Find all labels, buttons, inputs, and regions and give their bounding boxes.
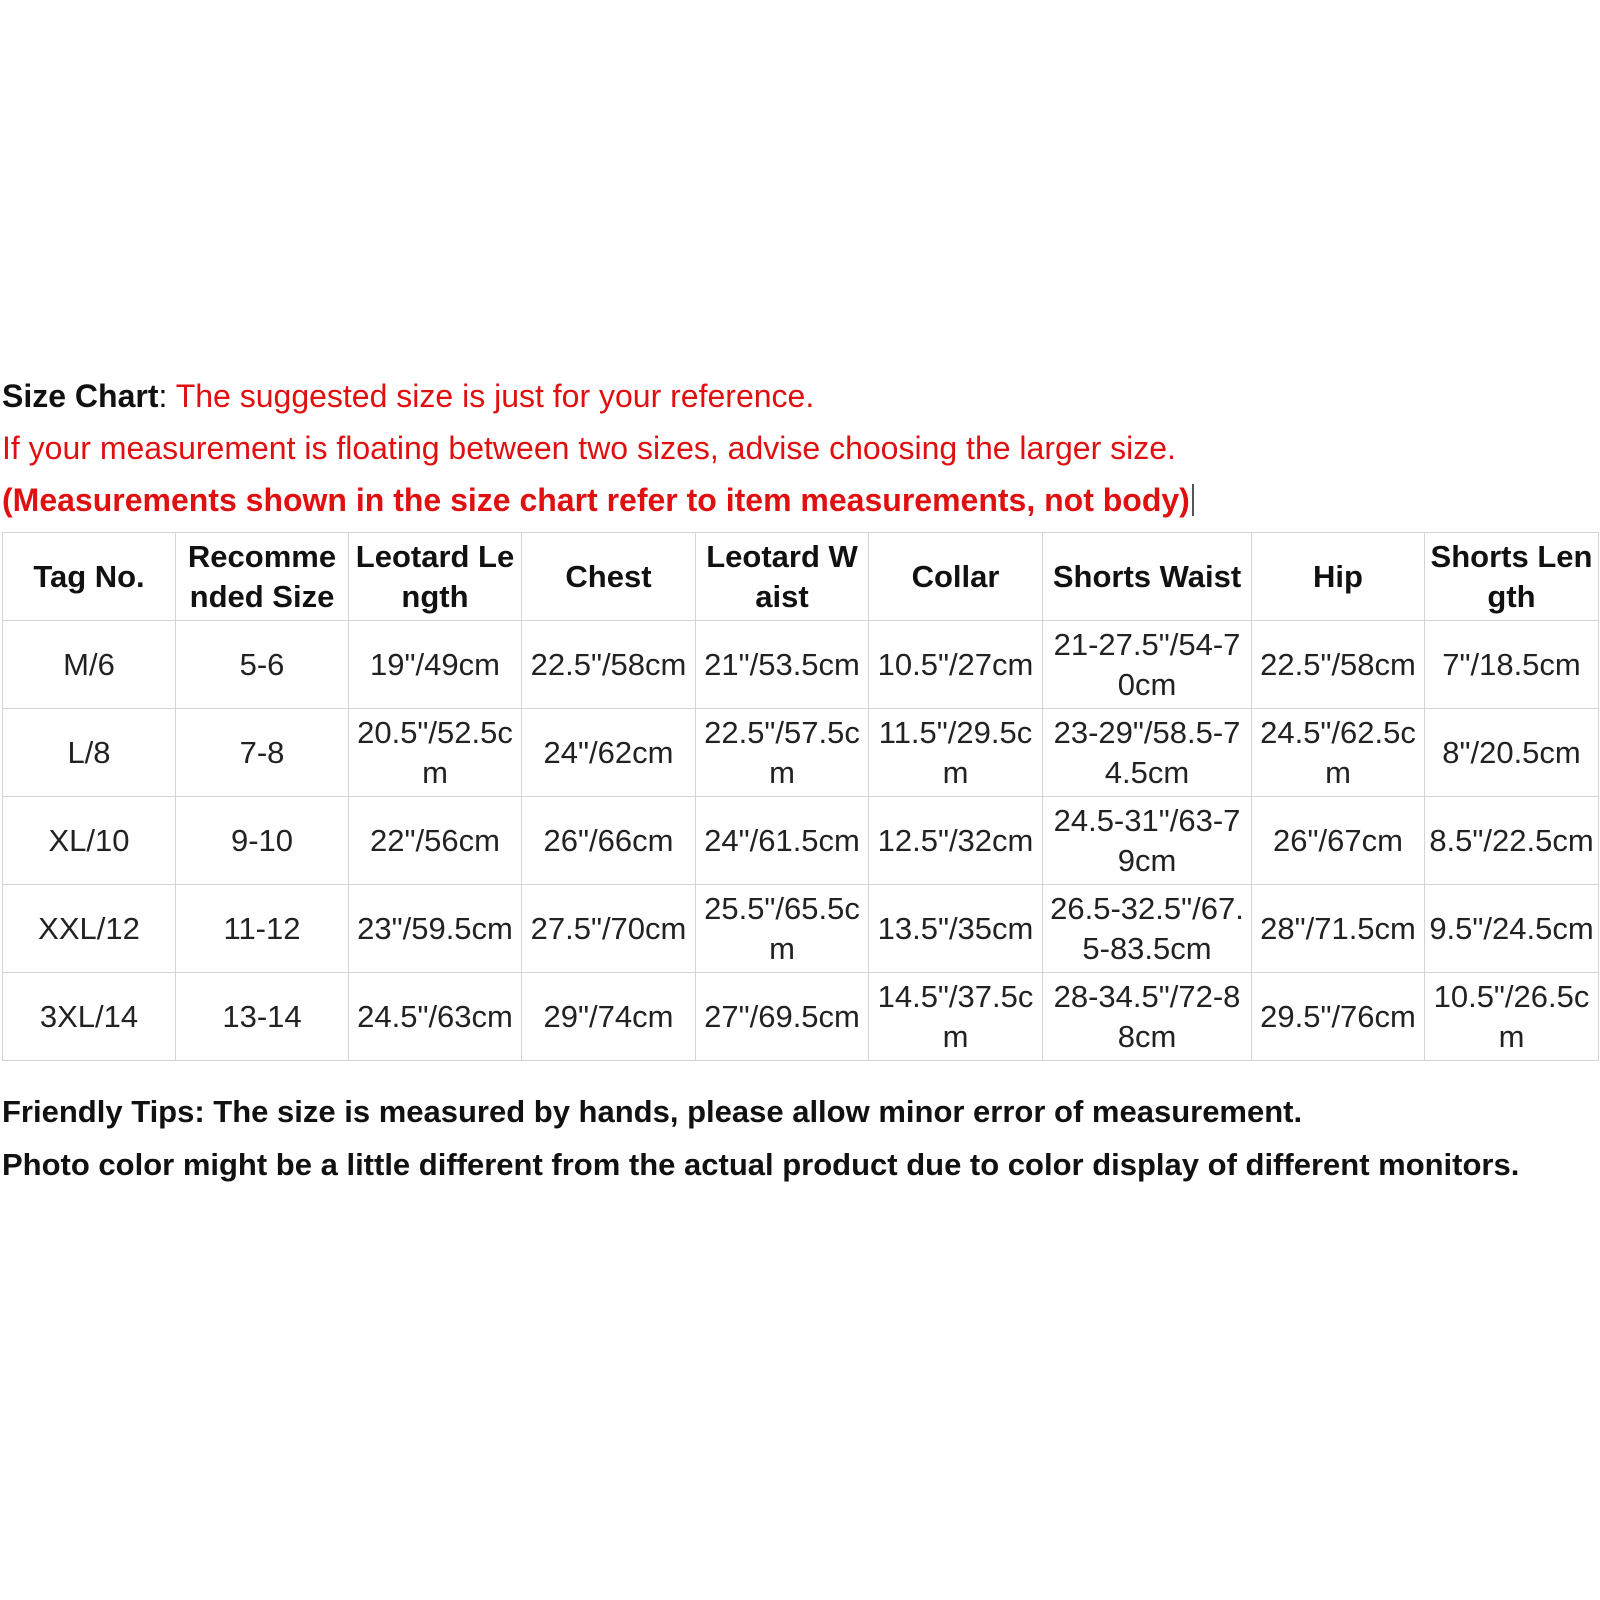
tips-line-photo-color: Photo color might be a little different from the actual product due to color display of different monitors. bbox=[2, 1147, 1520, 1182]
cell-hip: 24.5"/62.5cm bbox=[1252, 709, 1425, 797]
cell-shorts-waist: 28-34.5"/72-88cm bbox=[1043, 973, 1252, 1061]
friendly-tips bbox=[2, 1085, 1562, 1191]
header-recommended-size: Recommended Size bbox=[176, 533, 349, 621]
text-cursor bbox=[1192, 484, 1194, 516]
cell-leotard-length: 22"/56cm bbox=[349, 797, 522, 885]
size-chart-label: Size Chart bbox=[2, 378, 159, 414]
cell-leotard-length: 24.5"/63cm bbox=[349, 973, 522, 1061]
cell-collar: 13.5"/35cm bbox=[869, 885, 1043, 973]
cell-recommended-size: 9-10 bbox=[176, 797, 349, 885]
cell-hip: 29.5"/76cm bbox=[1252, 973, 1425, 1061]
cell-recommended-size: 5-6 bbox=[176, 621, 349, 709]
cell-collar: 10.5"/27cm bbox=[869, 621, 1043, 709]
cell-tag-no: M/6 bbox=[3, 621, 176, 709]
cell-hip: 28"/71.5cm bbox=[1252, 885, 1425, 973]
cell-chest: 27.5"/70cm bbox=[522, 885, 696, 973]
header-row bbox=[3, 533, 1599, 621]
header-shorts-waist: Shorts Waist bbox=[1043, 533, 1252, 621]
cell-leotard-length: 20.5"/52.5cm bbox=[349, 709, 522, 797]
cell-hip: 22.5"/58cm bbox=[1252, 621, 1425, 709]
tips-line-measurement: Friendly Tips: The size is measured by hands, please allow minor error of measurement. bbox=[2, 1094, 1303, 1129]
size-table bbox=[2, 532, 1599, 1061]
cell-tag-no: XXL/12 bbox=[3, 885, 176, 973]
measurement-note: (Measurements shown in the size chart refer to item measurements, not body) bbox=[2, 482, 1190, 518]
header-shorts-length: Shorts Length bbox=[1425, 533, 1599, 621]
label-separator: : bbox=[158, 378, 176, 414]
intro-line-1 bbox=[2, 370, 1592, 422]
cell-collar: 14.5"/37.5cm bbox=[869, 973, 1043, 1061]
table-row bbox=[3, 973, 1599, 1061]
table-row bbox=[3, 709, 1599, 797]
header-leotard-length: Leotard Length bbox=[349, 533, 522, 621]
cell-recommended-size: 13-14 bbox=[176, 973, 349, 1061]
cell-chest: 24"/62cm bbox=[522, 709, 696, 797]
cell-shorts-length: 10.5"/26.5cm bbox=[1425, 973, 1599, 1061]
cell-collar: 11.5"/29.5cm bbox=[869, 709, 1043, 797]
header-leotard-waist: Leotard Waist bbox=[696, 533, 869, 621]
cell-chest: 26"/66cm bbox=[522, 797, 696, 885]
table-row bbox=[3, 885, 1599, 973]
intro-line-3 bbox=[2, 474, 1592, 526]
larger-size-advice: If your measurement is floating between two sizes, advise choosing the larger size. bbox=[2, 430, 1176, 466]
cell-recommended-size: 11-12 bbox=[176, 885, 349, 973]
size-chart-intro bbox=[2, 370, 1592, 526]
cell-shorts-waist: 21-27.5"/54-70cm bbox=[1043, 621, 1252, 709]
cell-leotard-waist: 27"/69.5cm bbox=[696, 973, 869, 1061]
header-hip: Hip bbox=[1252, 533, 1425, 621]
cell-leotard-length: 19"/49cm bbox=[349, 621, 522, 709]
cell-leotard-waist: 25.5"/65.5cm bbox=[696, 885, 869, 973]
cell-shorts-waist: 26.5-32.5"/67.5-83.5cm bbox=[1043, 885, 1252, 973]
cell-collar: 12.5"/32cm bbox=[869, 797, 1043, 885]
cell-leotard-waist: 24"/61.5cm bbox=[696, 797, 869, 885]
cell-tag-no: XL/10 bbox=[3, 797, 176, 885]
cell-shorts-length: 8"/20.5cm bbox=[1425, 709, 1599, 797]
cell-tag-no: L/8 bbox=[3, 709, 176, 797]
cell-chest: 29"/74cm bbox=[522, 973, 696, 1061]
header-chest: Chest bbox=[522, 533, 696, 621]
cell-chest: 22.5"/58cm bbox=[522, 621, 696, 709]
cell-tag-no: 3XL/14 bbox=[3, 973, 176, 1061]
cell-shorts-length: 7"/18.5cm bbox=[1425, 621, 1599, 709]
header-tag-no: Tag No. bbox=[3, 533, 176, 621]
header-collar: Collar bbox=[869, 533, 1043, 621]
cell-hip: 26"/67cm bbox=[1252, 797, 1425, 885]
cell-leotard-length: 23"/59.5cm bbox=[349, 885, 522, 973]
cell-recommended-size: 7-8 bbox=[176, 709, 349, 797]
table-row bbox=[3, 797, 1599, 885]
cell-shorts-length: 8.5"/22.5cm bbox=[1425, 797, 1599, 885]
cell-shorts-waist: 24.5-31"/63-79cm bbox=[1043, 797, 1252, 885]
cell-leotard-waist: 21"/53.5cm bbox=[696, 621, 869, 709]
cell-shorts-length: 9.5"/24.5cm bbox=[1425, 885, 1599, 973]
table-row bbox=[3, 621, 1599, 709]
cell-shorts-waist: 23-29"/58.5-74.5cm bbox=[1043, 709, 1252, 797]
reference-note: The suggested size is just for your reference. bbox=[175, 378, 815, 414]
cell-leotard-waist: 22.5"/57.5cm bbox=[696, 709, 869, 797]
